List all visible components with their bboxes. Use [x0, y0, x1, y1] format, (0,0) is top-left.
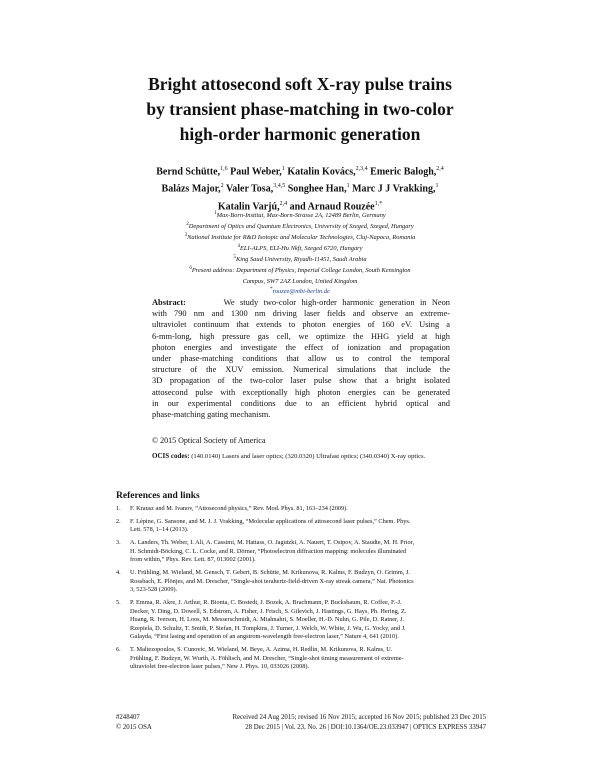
author-name: Bernd Schütte,: [156, 166, 221, 178]
author-name: Katalin Kovács,: [287, 166, 356, 178]
abstract-line: attosecond pulse with exceptionally high photon energies can be generated: [152, 387, 450, 397]
author-affil-mark: 2,4: [279, 200, 288, 207]
references-heading: References and links: [116, 491, 200, 501]
abstract-line: We study two-color high-order harmonic generation in Neon: [223, 298, 450, 307]
abstract-line: ultraviolet continuum that extends to photon energies of 160 eV. Using a: [152, 320, 450, 330]
reference-item: 6. T. Maltezopoulos, S. Cunovic, M. Wieland, M. Beye, A. Azima, H. Redlin, M. Krikunova, R. Kalms, U. Frühling, F. Budzyn, W. Wurth, A. Föhlisch, and M. Drescher, “Single-shot timing measurement of extreme- ultraviolet free-electron laser pulses,” New J. Phys. 10, 033026 (2008).: [116, 646, 404, 671]
author-name: Paul Weber,: [230, 166, 282, 178]
reference-number: 1.: [116, 505, 121, 512]
corresponding-email: *rouzee@mbi-berlin.de: [270, 287, 330, 296]
reference-item: 3. A. Landers, Th. Weber, I. Ali, A. Cassimi, M. Hattass, O. Jagutzki, A. Nauert, T. Osipov, A. Staudte, M. H. Prior, H. Schmidt-Böcking, C. L. Cocke, and R. Dörner, “Photoelectron diffraction mapping: molecules illuminated from within,” Phys. Rev. Lett. 87, 013002 (2001).: [116, 539, 415, 564]
abstract: [152, 297, 450, 420]
paper-title: [110, 72, 490, 147]
author-affil-mark: 2: [220, 183, 224, 190]
author-name: Katalin Varjú,: [217, 200, 280, 212]
affiliations: [110, 210, 490, 297]
received-dates: Received 24 Aug 2015; revised 16 Nov 2015; accepted 16 Nov 2015; published 23 Dec 2015: [232, 714, 486, 721]
ocis-text: (140.0140) Lasers and laser optics; (320.0320) Ultrafast optics; (340.0340) X-ray optics.: [191, 453, 426, 460]
abstract-line: photon energies and investigate the effect of ionization and propagation: [152, 342, 450, 352]
reference-number: 6.: [116, 646, 121, 654]
affiliation: $^4$ELI-ALPS, ELI-Hu Nkft, Szeged 6720, Hungary: [237, 243, 363, 252]
author-affil-mark: 3,4,5: [273, 183, 286, 190]
reference-list: [116, 505, 488, 676]
affiliation: $^6$Present address: Department of Physics, Imperial College London, South Kensington: [189, 265, 411, 274]
author-name: Emeric Balogh,: [370, 166, 437, 178]
abstract-line: 6-mm-long, high pressure gas cell, we optimize the HHG yield at high: [152, 331, 450, 341]
title-line-3: high-order harmonic generation: [179, 124, 421, 144]
reference-item: 2. F. Lépine, G. Sansone, and M. J. J. Vrakking, “Molecular applications of attosecond laser pulses,” Chem. Phys. Lett. 578, 1–14 (2013).: [116, 517, 411, 534]
author-affil-mark: 1,*: [374, 200, 383, 207]
author-affil-mark: 1: [281, 166, 285, 172]
author-name: Marc J J Vrakking,: [352, 183, 436, 195]
affiliation: Campus, SW7 2AZ London, United Kingdom: [242, 277, 358, 285]
abstract-line: 3D propagation of the two-color laser pulse show that a bright isolated: [152, 376, 450, 386]
reference-item: 1. F. Krausz and M. Ivanov, “Attosecond physics,” Rev. Mod. Phys. 81, 163–234 (2009).: [116, 505, 348, 512]
abstract-line: in our experimental conditions due to an efficient hybrid optical and: [152, 398, 450, 408]
reference-number: 2.: [116, 517, 121, 525]
author-name: Valer Tosa,: [225, 183, 274, 195]
email-link[interactable]: rouzee@mbi-berlin.de: [272, 288, 330, 296]
reference-number: 3.: [116, 539, 121, 547]
author-name: Arnaud Rouzée: [307, 200, 375, 212]
author-name: Songhee Han,: [287, 183, 347, 195]
abstract-line: with 790 nm and 1300 nm driving laser fields and observe an extreme-: [152, 309, 450, 319]
author-affil-mark: 2,3,4: [355, 166, 368, 172]
author-affil-mark: 2,4: [436, 166, 444, 172]
author-affil-mark: 1: [346, 183, 350, 190]
affiliation: $^3$National Institute for R&D Isotopic and Molecular Technologies, Cluj-Napoca, Romania: [184, 232, 416, 241]
journal-citation: 28 Dec 2015 | Vol. 23, No. 26 | DOI:10.1364/OE.23.033947 | OPTICS EXPRESS 33947: [245, 724, 486, 731]
footer-left: [116, 713, 152, 733]
reference-item: 5. P. Emma, R. Akre, J. Arthur, R. Bionta, C. Bostedt, J. Bozek, A. Brachmann, P. Bucksbaum, R. Coffee, F.-J. Decker, Y. Ding, D. Dowell, S. Edstrom, A. Fisher, J. Frisch, S. Gilevich, J. Hastings, G. Hays, Ph. Hering, Z. Huang, R. Iverson, H. Loos, M. Messerschmidt, A. Miahnahri, S. Moeller, H.-D. Nuhn, G. Pile, D. Ratner, J. Rzepiela, D. Schultz, T. Smith, P. Stefan, H. Tompkins, J. Turner, J. Welch, W. White, J. Wu, G. Yocky, and J. Galayda, “First lasing and operation of an angstrom-wavelength free-electron laser,” Nature 4, 641 (2010).: [116, 599, 407, 641]
abstract-label: Abstract:: [152, 298, 186, 307]
affiliation: $^1$Max-Born-Institut, Max-Born-Strasse 2A, 12489 Berlin, Germany: [214, 211, 386, 220]
author-affil-mark: 1: [435, 183, 439, 190]
abstract-line: under phase-matching conditions that allow us to control the temporal: [152, 354, 450, 364]
author-line-2: [120, 179, 480, 196]
author-line-1: [120, 162, 480, 179]
title-line-1: Bright attosecond soft X-ray pulse trains: [148, 74, 452, 94]
ocis-codes: [152, 452, 450, 462]
footer-right: [180, 713, 486, 733]
reference-number: 5.: [116, 599, 121, 607]
author-conjunction: and: [289, 200, 306, 212]
affiliation: $^5$King Saud University, Riyadh-11451, Saudi Arabia: [233, 254, 367, 263]
copyright-notice: © 2015 Optical Society of America: [152, 436, 266, 445]
abstract-line: structure of the XUV emission. Numerical simulations that include the: [152, 365, 450, 375]
ocis-label: OCIS codes:: [152, 452, 190, 460]
author-affil-mark: 1,6: [220, 166, 228, 172]
manuscript-id: #248407: [116, 714, 140, 721]
abstract-line: phase-matching gating mechanism.: [152, 410, 271, 420]
author-list: [120, 162, 480, 214]
affiliation: $^2$Department of Optics and Quantum Electronics, University of Szeged, Szeged, Hungary: [186, 221, 414, 231]
author-name: Balázs Major,: [161, 183, 221, 195]
reference-item: 4. U. Frühling, M. Wieland, M. Gensch, T. Gebert, B. Schütte, M. Krikunova, R. Kalms, F. Budzyn, O. Grimm, J. Rossbach, E. Plönjes, and M. Drescher, “Single-shot terahertz-field-driven X-ray streak camera,” Nat. Photonics 3, 523-528 (2009).: [116, 569, 414, 594]
reference-number: 4.: [116, 569, 121, 577]
osa-copyright: © 2015 OSA: [116, 724, 152, 731]
title-line-2: by transient phase-matching in two-color: [146, 99, 454, 119]
